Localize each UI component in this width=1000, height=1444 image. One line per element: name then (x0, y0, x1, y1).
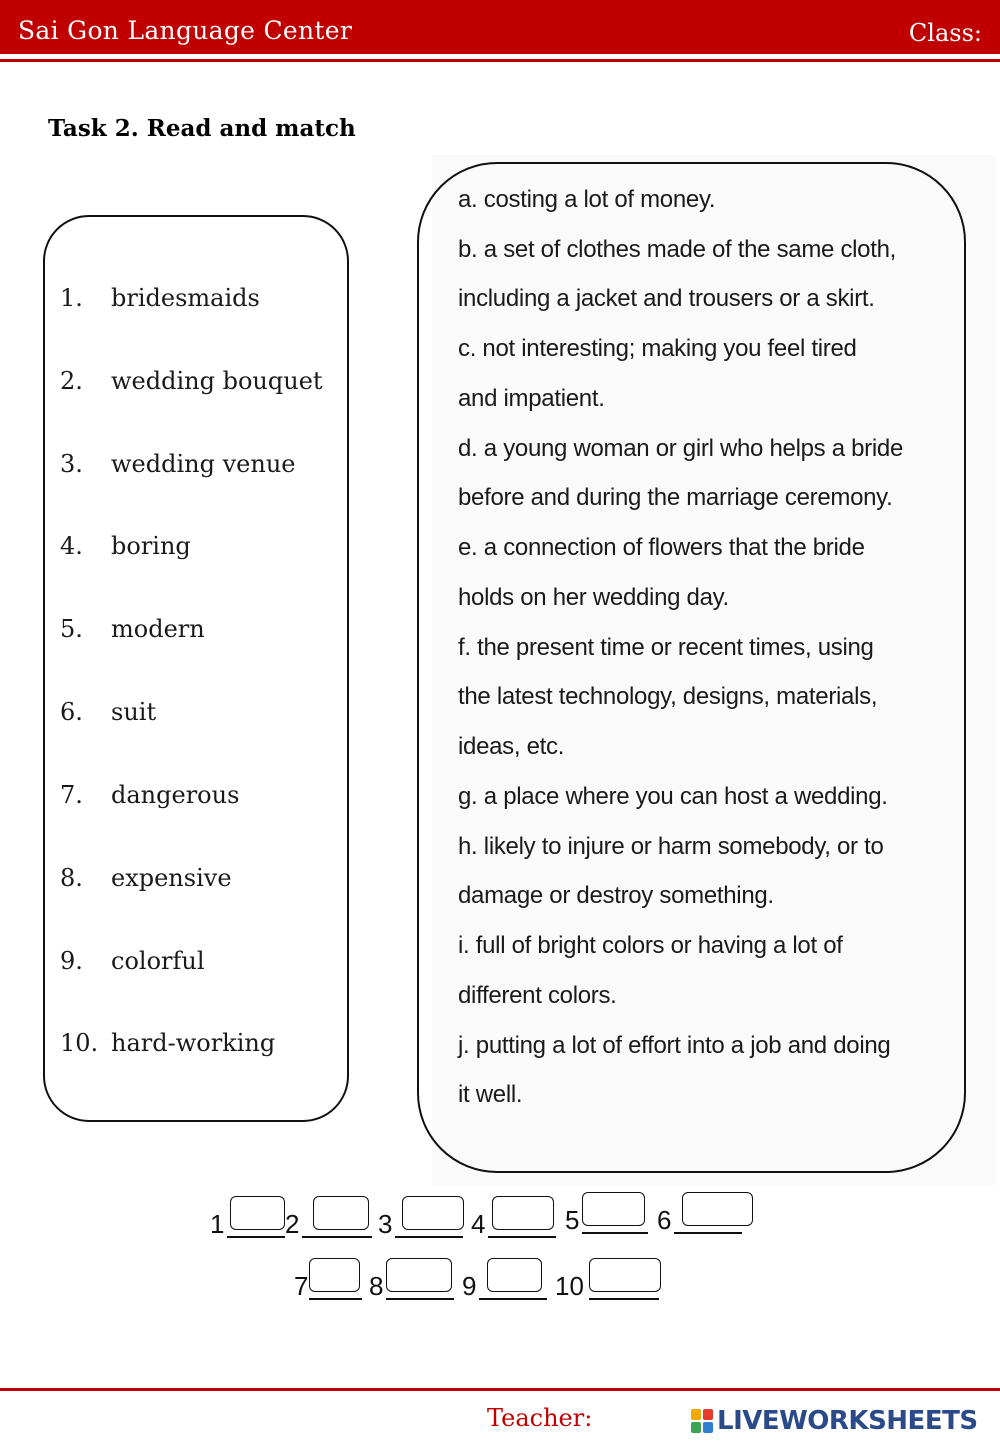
answer-slot-1 (210, 1196, 285, 1242)
answer-number: 7 (294, 1271, 309, 1301)
answer-input-10[interactable] (589, 1258, 661, 1292)
answer-underline (386, 1298, 454, 1300)
word-number: 8. (60, 864, 83, 892)
word-text: modern (111, 615, 205, 643)
word-item (60, 284, 260, 320)
center-name: Sai Gon Language Center (18, 16, 353, 45)
answer-number: 3 (378, 1209, 393, 1239)
class-label: Class: (908, 19, 982, 47)
word-text: dangerous (111, 781, 240, 809)
header-divider (0, 59, 1000, 62)
word-item (60, 532, 191, 568)
answer-underline (589, 1298, 659, 1300)
word-list-box (43, 215, 349, 1122)
liveworksheets-brand: LIVEWORKSHEETS (717, 1406, 978, 1436)
definition-line: d. a young woman or girl who helps a bride (458, 435, 903, 462)
definition-line: it well. (458, 1081, 523, 1108)
definition-line: and impatient. (458, 385, 605, 412)
answer-slot-10 (555, 1258, 663, 1304)
word-number: 6. (60, 698, 83, 726)
word-text: bridesmaids (111, 284, 260, 312)
definition-line: holds on her wedding day. (458, 584, 729, 611)
definition-line: c. not interesting; making you feel tired (458, 335, 857, 362)
word-number: 10. (60, 1029, 99, 1057)
answer-underline (302, 1236, 372, 1238)
word-item (60, 781, 239, 817)
word-item (60, 864, 232, 900)
definition-line: j. putting a lot of effort into a job and doing (458, 1032, 891, 1059)
answer-slot-9 (462, 1258, 550, 1304)
definition-line: including a jacket and trousers or a skirt. (458, 285, 875, 312)
word-item (60, 698, 156, 734)
answer-slot-7 (294, 1258, 364, 1304)
liveworksheets-logo (691, 1405, 991, 1437)
liveworksheets-logo-icon (691, 1409, 713, 1433)
answer-number: 6 (657, 1205, 672, 1235)
answer-input-4[interactable] (492, 1196, 554, 1230)
answer-number: 4 (471, 1209, 486, 1239)
definition-line: g. a place where you can host a wedding. (458, 783, 888, 810)
word-number: 2. (60, 367, 83, 395)
answer-number: 9 (462, 1271, 477, 1301)
answer-underline (309, 1298, 362, 1300)
definition-line: before and during the marriage ceremony. (458, 484, 893, 511)
word-item (60, 615, 205, 651)
word-number: 5. (60, 615, 83, 643)
teacher-label: Teacher: (487, 1404, 593, 1432)
answer-underline (582, 1232, 648, 1234)
answer-input-1[interactable] (230, 1196, 285, 1230)
word-item (60, 947, 205, 983)
answer-underline (479, 1298, 547, 1300)
footer-divider (0, 1388, 1000, 1391)
word-item (60, 450, 295, 486)
answer-slot-4 (471, 1196, 558, 1242)
answer-slot-6 (657, 1192, 755, 1238)
definition-line: i. full of bright colors or having a lot of (458, 932, 843, 959)
word-number: 9. (60, 947, 83, 975)
definition-line: the latest technology, designs, materials, (458, 683, 878, 710)
task-title: Task 2. Read and match (48, 115, 356, 142)
answer-input-5[interactable] (582, 1192, 645, 1226)
word-text: wedding venue (111, 450, 296, 478)
answer-underline (488, 1236, 556, 1238)
answer-underline (227, 1236, 285, 1238)
answer-underline (674, 1232, 742, 1234)
definition-line: damage or destroy something. (458, 882, 774, 909)
word-item (60, 1029, 275, 1065)
answer-input-3[interactable] (402, 1196, 464, 1230)
word-text: colorful (111, 947, 205, 975)
answer-number: 2 (285, 1209, 300, 1239)
answer-input-6[interactable] (682, 1192, 753, 1226)
definition-line: ideas, etc. (458, 733, 565, 760)
definition-line: a. costing a lot of money. (458, 186, 716, 213)
word-item (60, 367, 323, 403)
answer-input-7[interactable] (309, 1258, 360, 1292)
definition-line: e. a connection of flowers that the bride (458, 534, 865, 561)
definition-line: h. likely to injure or harm somebody, or to (458, 833, 884, 860)
answer-input-9[interactable] (487, 1258, 542, 1292)
word-text: wedding bouquet (111, 367, 323, 395)
word-text: hard-working (111, 1029, 276, 1057)
answer-number: 10 (555, 1271, 584, 1301)
word-number: 4. (60, 532, 83, 560)
answer-slot-8 (369, 1258, 457, 1304)
answer-number: 8 (369, 1271, 384, 1301)
word-number: 1. (60, 284, 83, 312)
answer-number: 5 (565, 1205, 580, 1235)
definition-line: different colors. (458, 982, 617, 1009)
word-text: expensive (111, 864, 232, 892)
answer-underline (395, 1236, 463, 1238)
word-text: boring (111, 532, 191, 560)
word-number: 7. (60, 781, 83, 809)
definition-line: f. the present time or recent times, using (458, 634, 874, 661)
answer-slot-5 (565, 1192, 650, 1238)
answer-input-2[interactable] (313, 1196, 369, 1230)
answer-number: 1 (210, 1209, 225, 1239)
word-text: suit (111, 698, 157, 726)
answer-input-8[interactable] (386, 1258, 452, 1292)
definition-line: b. a set of clothes made of the same cloth, (458, 236, 897, 263)
answer-slot-3 (378, 1196, 466, 1242)
answer-slot-2 (285, 1196, 373, 1242)
word-number: 3. (60, 450, 83, 478)
